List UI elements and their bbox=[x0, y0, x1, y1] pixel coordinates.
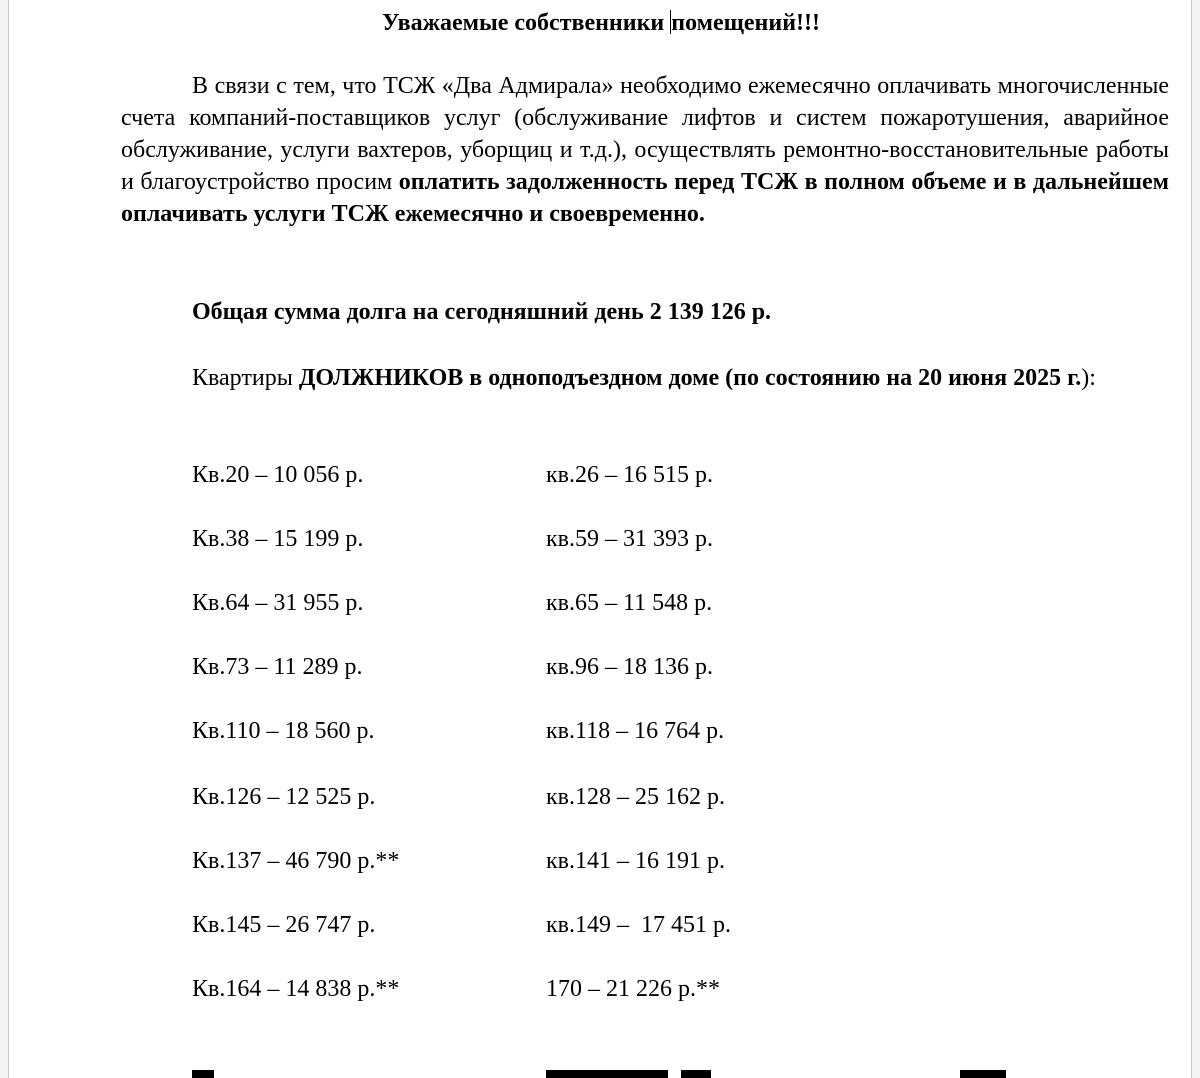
debtor-entry-right: кв.149 – 17 451 р. bbox=[546, 912, 731, 938]
debtor-row bbox=[9, 845, 1193, 877]
debtor-row bbox=[9, 715, 1193, 747]
debtor-row bbox=[9, 587, 1193, 619]
intro-text: В связи с тем, что ТСЖ «Два Адмирала» необходимо ежемесячно оплачивать многочисленные счета компаний-поставщиков услуг (обслуживание лифтов и систем пожаротушения, аварийное обслуживание, услуги вахтеров, уборщиц и т.д.), осуществлять ремонтно-восстановительные работы и благоустройство просим bbox=[121, 73, 1169, 195]
debtors-heading-end: ): bbox=[1081, 365, 1096, 391]
debtor-row bbox=[9, 781, 1193, 813]
clipped-text-fragment bbox=[681, 1070, 711, 1078]
document-page[interactable] bbox=[8, 0, 1192, 1078]
debtor-row bbox=[9, 459, 1193, 491]
debtor-entry-right: кв.128 – 25 162 р. bbox=[546, 784, 725, 810]
title-part-1: Уважаемые собственники bbox=[382, 10, 671, 36]
intro-paragraph bbox=[121, 70, 1169, 230]
debtor-entry-left: Кв.145 – 26 747 р. bbox=[192, 912, 376, 938]
debtors-heading bbox=[121, 362, 1169, 394]
total-debt bbox=[121, 296, 1169, 328]
debtor-entry-left: Кв.126 – 12 525 р. bbox=[192, 784, 376, 810]
debtor-entry-right: кв.59 – 31 393 р. bbox=[546, 526, 713, 552]
debtor-entry-right: кв.65 – 11 548 р. bbox=[546, 590, 713, 616]
intro-bold-text: оплатить задолженность перед ТСЖ в полном объеме и в дальнейшем оплачивать услуги ТСЖ ежемесячно и своевременно. bbox=[121, 169, 1169, 227]
clipped-text-fragment bbox=[192, 1070, 214, 1078]
clipped-text-fragment bbox=[960, 1070, 1006, 1078]
debtor-entry-left: Кв.64 – 31 955 р. bbox=[192, 590, 364, 616]
debtor-row bbox=[9, 651, 1193, 683]
clipped-next-line bbox=[9, 1064, 1193, 1078]
debtor-entry-left: Кв.110 – 18 560 р. bbox=[192, 718, 375, 744]
total-debt-text: Общая сумма долга на сегодняшний день 2 139 126 р. bbox=[192, 299, 772, 325]
clipped-text-fragment bbox=[546, 1070, 668, 1078]
debtor-entry-left: Кв.20 – 10 056 р. bbox=[192, 462, 364, 488]
page-title bbox=[9, 8, 1193, 38]
debtor-entry-left: Кв.73 – 11 289 р. bbox=[192, 654, 363, 680]
debtors-heading-start: Квартиры bbox=[192, 365, 299, 391]
debtors-heading-bold: ДОЛЖНИКОВ в одноподъездном доме (по состоянию на 20 июня 2025 г. bbox=[298, 365, 1082, 391]
debtor-row bbox=[9, 523, 1193, 555]
title-part-2: помещений!!! bbox=[671, 10, 820, 36]
debtor-entry-left: Кв.38 – 15 199 р. bbox=[192, 526, 364, 552]
debtor-entry-right: кв.96 – 18 136 р. bbox=[546, 654, 713, 680]
debtor-entry-left: Кв.137 – 46 790 р.** bbox=[192, 848, 400, 874]
window-left-edge bbox=[0, 0, 8, 1078]
debtor-entry-right: кв.141 – 16 191 р. bbox=[546, 848, 725, 874]
debtor-row bbox=[9, 973, 1193, 1005]
debtor-entry-left: Кв.164 – 14 838 р.** bbox=[192, 976, 400, 1002]
debtor-entry-right: кв.26 – 16 515 р. bbox=[546, 462, 713, 488]
debtor-row bbox=[9, 909, 1193, 941]
debtor-entry-right: кв.118 – 16 764 р. bbox=[546, 718, 725, 744]
window-right-edge bbox=[1192, 0, 1200, 1078]
debtor-entry-right: 170 – 21 226 р.** bbox=[546, 976, 720, 1002]
